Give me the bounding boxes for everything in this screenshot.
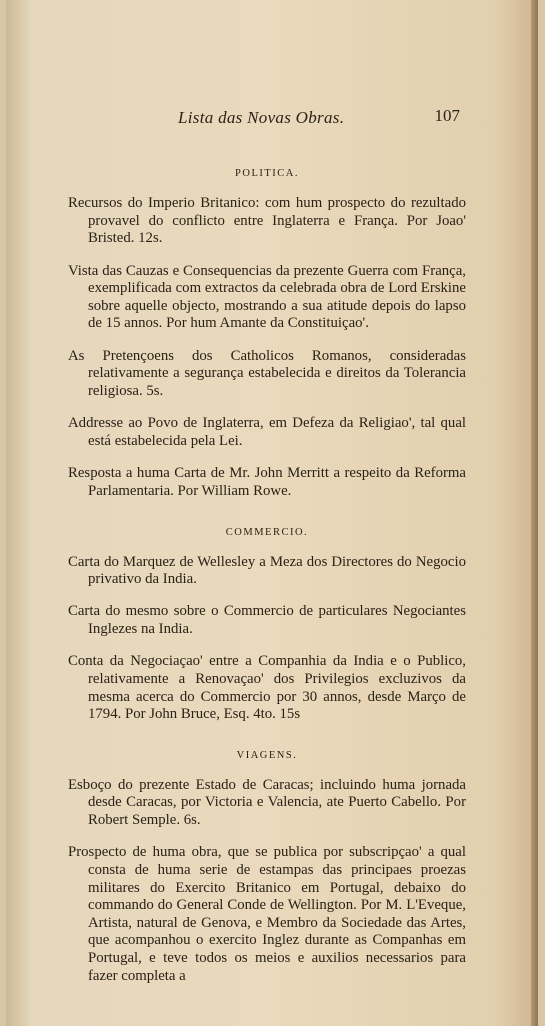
page-content <box>68 168 466 1011</box>
book-page <box>6 0 538 1026</box>
section-commercio <box>68 527 466 724</box>
entry: Esboço do prezente Estado de Caracas; incluindo huma jornada desde Caracas, por Victoria e Valencia, ate Puerto Cabello. Por Robert Semple. 6s. <box>68 776 466 829</box>
entry: Carta do Marquez de Wellesley a Meza dos Directores do Negocio privativo da India. <box>68 553 466 588</box>
page-number: 107 <box>434 106 460 125</box>
entry: Conta da Negociaçao' entre a Companhia da India e o Publico, relativamente a Renovaçao' dos Privilegios excluzivos da mesma acerca do Commercio por 30 annos, desde Março de 1794. Por John Bruce, Esq. 4to. 15s <box>68 653 466 723</box>
section-heading: VIAGENS. <box>236 749 298 761</box>
entry: Addresse ao Povo de Inglaterra, em Defeza da Religiao', tal qual está estabelecida pela Lei. <box>68 415 466 449</box>
entry: Recursos do Imperio Britanico: com hum prospecto do rezultado provavel do conflicto entre Inglaterra e França. Por Joao' Bristed. 12s. <box>68 195 466 247</box>
section-viagens <box>68 750 466 985</box>
running-title: Lista das Novas Obras. <box>178 108 345 127</box>
entry: Carta do mesmo sobre o Commercio de particulares Negociantes Inglezes na India. <box>68 603 466 638</box>
entry: Resposta a huma Carta de Mr. John Merritt a respeito da Reforma Parlamentaria. Por William Rowe. <box>68 465 466 499</box>
section-heading: COMMERCIO. <box>225 526 309 538</box>
entry: As Pretençoens dos Catholicos Romanos, consideradas relativamente a segurança estabelecida e direitos da Tolerancia religiosa. 5s. <box>68 347 466 399</box>
section-politica <box>68 168 466 501</box>
page-edge <box>531 0 538 1026</box>
page-header <box>66 108 466 130</box>
entry: Prospecto de huma obra, que se publica por subscripçao' a qual consta de huma serie de estampas das principaes proezas militares do Exercito Britanico em Portugal, debaixo do commando do General Conde de Wellington. Por M. L'Eveque, Artista, natural de Genova, e Membro da Sociedade das Artes, que acompanhou o exercito Inglez durante as Companhas em Portugal, e teve todos os meios e auxilios necessarios para fazer completa a <box>68 844 466 984</box>
section-heading: POLITICA. <box>235 168 299 179</box>
entry: Vista das Cauzas e Consequencias da prezente Guerra com França, exemplificada com extractos da celebrada obra de Lord Erskine sobre aquelle objecto, mostrando a sua atitude depois do lapso de 15 annos. Por hum Amante da Constituiçao'. <box>68 262 466 332</box>
